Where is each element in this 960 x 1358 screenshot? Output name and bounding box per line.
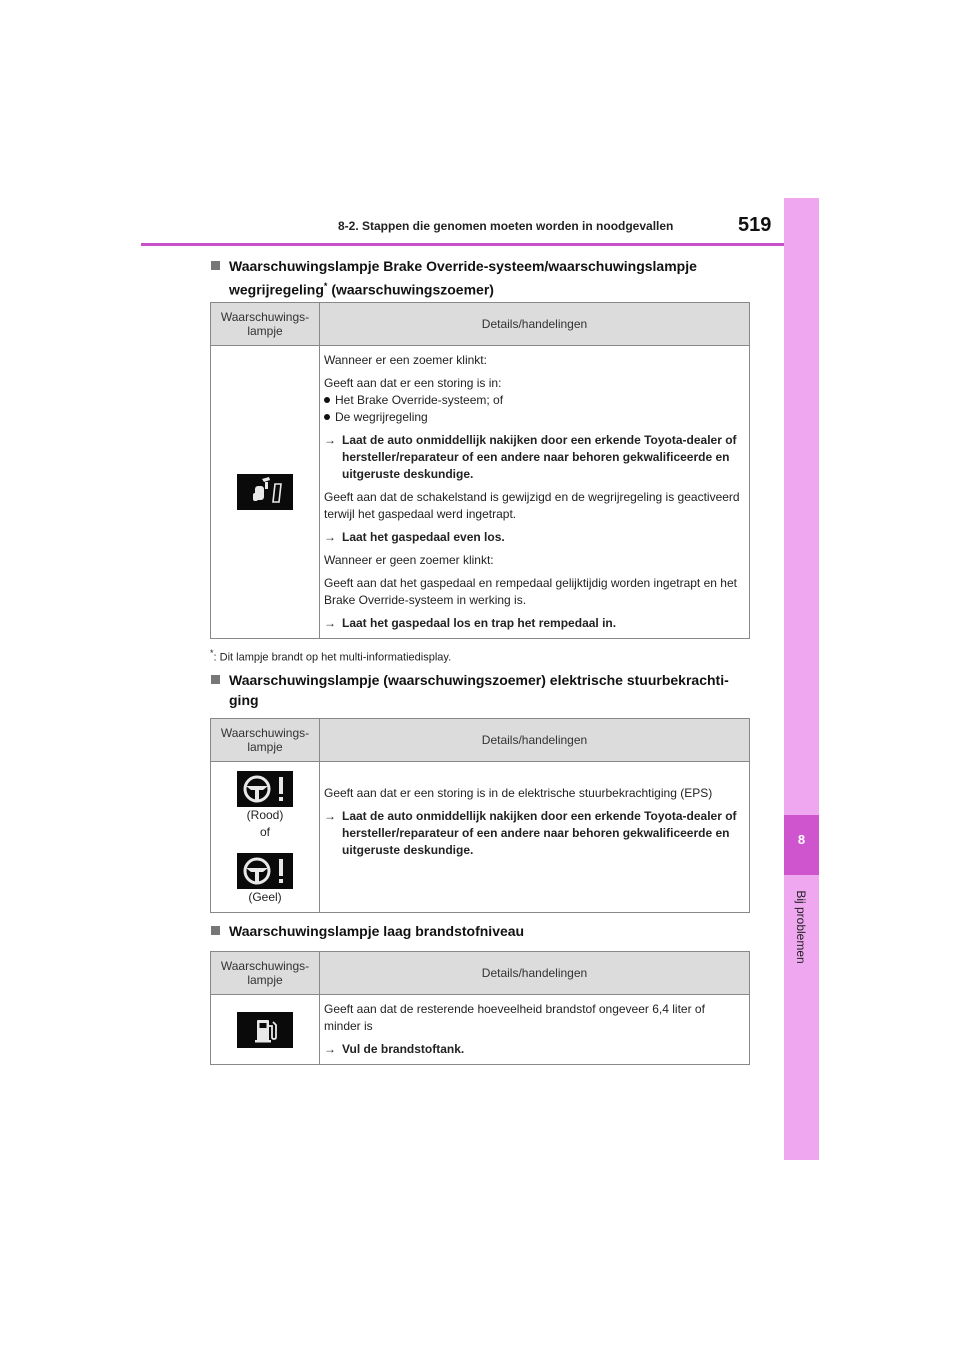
column-header-lamp: Waarschuwings- lampje [211,303,320,346]
square-bullet-icon [211,261,220,270]
fuel-pump-icon [237,1012,293,1048]
warning-table-low-fuel [210,951,750,1065]
footnote: *: Dit lampje brandt op het multi-informatiedisplay. [210,648,452,664]
brake-override-warning-icon [237,474,293,510]
square-bullet-icon [211,926,220,935]
action-item: → Vul de brandstoftank. [324,1042,465,1056]
power-steering-warning-icon [237,771,293,807]
details-cell: Geeft aan dat de resterende hoeveelheid brandstof ongeveer 6,4 liter of minder is → Vul de brandstoftank. [320,995,750,1065]
action-item: → Laat het gaspedaal even los. [324,530,505,544]
column-header-details: Details/handelingen [320,952,750,995]
action-item: → Laat de auto onmiddellijk nakijken door een erkende Toyota-dealer of hersteller/reparateur of een andere naar behoren gekwalificeerde en uitgeruste deskundige. [324,809,737,857]
list-item: Het Brake Override-systeem; of [324,392,743,409]
details-cell: Geeft aan dat er een storing is in de elektrische stuurbekrachtiging (EPS) → Laat de auto onmiddellijk nakijken door een erkende Toyota-dealer of hersteller/reparateur of een andere naar behoren gekwalificeerde en uitgeruste deskundige. [320,762,750,913]
arrow-icon: → [324,616,336,630]
lamp-cell: (Rood) of (Geel) [211,762,320,913]
arrow-icon: → [324,1042,336,1056]
lamp-cell [211,346,320,639]
arrow-icon: → [324,433,336,447]
column-header-lamp: Waarschuwings- lampje [211,952,320,995]
page-number: 519 [738,214,772,236]
warning-table-power-steering [210,718,750,913]
power-steering-warning-icon [237,853,293,889]
section-title-power-steering: Waarschuwingslampje (waarschuwingszoemer) elektrische stuurbekrachti- ging [211,670,729,710]
lamp-cell [211,995,320,1065]
section-title-brake-override: Waarschuwingslampje Brake Override-systeem/waarschuwingslampje wegrijregeling* (waarschuwingszoemer) [211,256,697,300]
column-header-details: Details/handelingen [320,303,750,346]
action-item: → Laat de auto onmiddellijk nakijken door een erkende Toyota-dealer of hersteller/reparateur of een andere naar behoren gekwalificeerde en uitgeruste deskundige. [324,433,737,481]
action-item: → Laat het gaspedaal los en trap het rempedaal in. [324,616,617,630]
section-title-low-fuel: Waarschuwingslampje laag brandstofniveau [211,921,524,941]
square-bullet-icon [211,675,220,684]
details-cell: Wanneer er een zoemer klinkt: Geeft aan dat er een storing is in: Het Brake Override-systeem; of De wegrijregeling → Laat de auto onmiddellijk nakijken door een erkende Toyota-dealer of hersteller/reparateur of een andere naar behoren gekwalificeerde en uitgeruste deskundige. Geeft aan dat de schakelstand is gewijzigd en de wegrijregeling is geactiveerd terwijl het gaspedaal werd ingetrapt. → Laat het gaspedaal even los. Wanneer er geen zoemer klinkt: Geeft aan dat het gaspedaal en rempedaal gelijktijdig worden ingetrapt en het Brake Override-systeem in werking is. → Laat het gaspedaal los en trap het rempedaal in. [320,346,750,639]
chapter-number: 8 [797,832,806,847]
list-item: De wegrijregeling [324,409,743,426]
bullet-icon [324,414,330,420]
chapter-side-tab [784,198,819,1160]
arrow-icon: → [324,809,336,823]
bullet-icon [324,397,330,403]
section-header: 8-2. Stappen die genomen moeten worden in noodgevallen [338,219,674,233]
arrow-icon: → [324,530,336,544]
column-header-details: Details/handelingen [320,719,750,762]
chapter-label: Bij problemen [794,890,808,964]
column-header-lamp: Waarschuwings- lampje [211,719,320,762]
header-rule [141,243,784,246]
warning-table-brake-override [210,302,750,639]
